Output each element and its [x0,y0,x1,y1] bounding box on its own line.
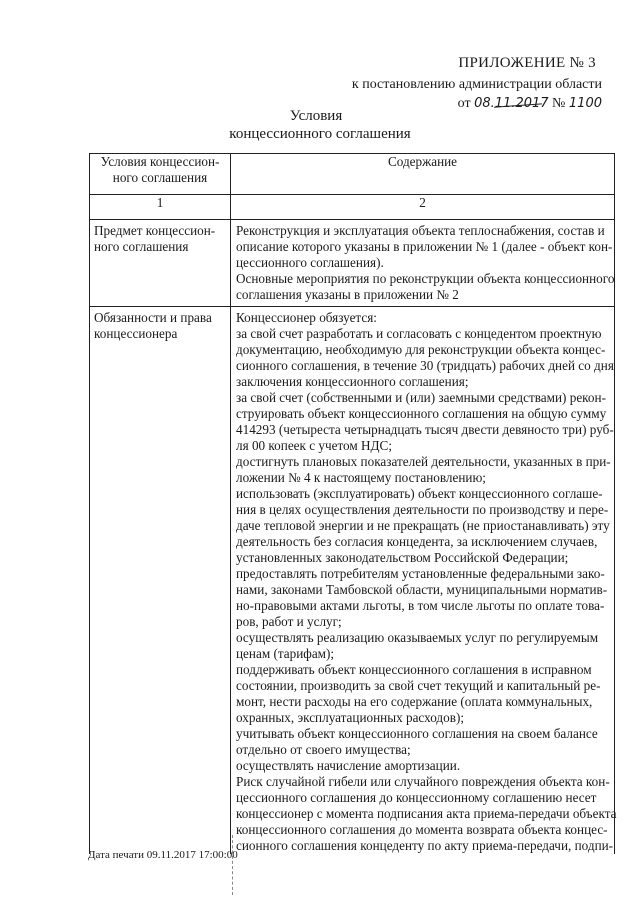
content-line: 414293 (четыреста четырнадцать тысяч двести девяносто три) руб- [236,422,614,437]
content-line: использовать (эксплуатировать) объект концессионного соглаше- [236,486,603,501]
content-line: за свой счет (собственными и (или) заемными средствами) рекон- [236,390,606,405]
content-line: сионного соглашения, в течение 30 (тридцать) рабочих дней со дня [236,358,614,373]
content-line: состоянии, производить за свой счет текущий и капитальный ре- [236,678,601,693]
scan-artifact-line [232,835,233,895]
title-line-1: Условия [289,108,343,124]
table-header-row [90,154,615,195]
row-label-subject: Предмет концессион-ного соглашения [90,220,231,307]
content-line: предоставлять потребителям установленные федеральными зако- [236,566,605,581]
table-number-row [90,195,615,220]
handwritten-number: 1100 [568,96,602,111]
appendix-number: ПРИЛОЖЕНИЕ № 3 [458,55,596,71]
title-line-2: концессионного соглашения [229,126,411,142]
content-line: Основные мероприятия по реконструкции объекта концессионного [236,271,615,286]
column-header-content: Содержание [231,154,615,195]
row-content-subject [231,220,615,307]
content-line: ложении № 4 к настоящему постановлению; [236,470,486,485]
content-line: ля 00 копеек с учетом НДС; [236,438,393,453]
content-line: за свой счет разработать и согласовать с концедентом проектную [236,326,602,341]
column-number-2: 2 [231,195,615,220]
content-line: Концессионер обязуется: [236,310,377,325]
content-line: поддерживать объект концессионного соглашения в исправном [236,662,592,677]
date-prefix: от [457,96,471,111]
content-line: соглашения указаны в приложении № 2 [236,287,459,302]
content-line: установленных законодательством Российской Федерации; [236,550,569,565]
content-line: ния в целях осуществления деятельности по производству и пере- [236,502,609,517]
content-line: концессионер с момента подписания акта приема-передачи объекта [236,806,617,821]
content-line: но-правовыми актами льготы, в том числе льготы по оплате това- [236,598,605,613]
content-line: цессионного соглашения до концессионному соглашению несет [236,790,597,805]
document-title [0,107,640,143]
column-number-1: 1 [90,195,231,220]
number-label: № [552,96,566,111]
content-line: даче тепловой энергии и не прекращать (не приостанавливать) эту [236,518,610,533]
appendix-subtitle: к постановлению администрации области [351,77,602,92]
print-date-footer: Дата печати 09.11.2017 17:00:00 [88,849,238,861]
handwritten-date: 08.11.2017 [474,96,549,111]
content-line: охранных, эксплуатационных расходов); [236,710,464,725]
content-line: Риск случайной гибели или случайного повреждения объекта кон- [236,774,610,789]
content-line: цессионного соглашения). [236,255,384,270]
content-line: сионного соглашения концеденту по акту приема-передачи, подпи- [236,838,614,853]
appendix-header [352,54,602,113]
content-line: документацию, необходимую для реконструкции объекта концес- [236,342,606,357]
content-line: осуществлять реализацию оказываемых услуг по регулируемым [236,630,599,645]
table-row [90,220,615,307]
content-line: Реконструкция и эксплуатация объекта теплоснабжения, состав и [236,223,605,238]
content-line: заключения концессионного соглашения; [236,374,469,389]
content-line: монт, нести расходы на его содержание (оплата коммунальных, [236,694,593,709]
column-header-conditions: Условия концессион-ного соглашения [90,154,231,195]
content-line: ров, работ и услуг; [236,614,342,629]
content-line: нами, законами Тамбовской области, муниципальными норматив- [236,582,608,597]
table-row [90,307,615,855]
content-line: осуществлять начисление амортизации. [236,758,461,773]
content-line: деятельность без согласия концедента, за исключением случаев, [236,534,598,549]
content-line: отдельно от своего имущества; [236,742,411,757]
content-line: струировать объект концессионного соглашения на общую сумму [236,406,607,421]
content-line: концессионного соглашения до момента возврата объекта концес- [236,822,608,837]
row-content-obligations [231,307,615,855]
row-label-obligations: Обязанности и права концессионера [90,307,231,855]
conditions-table [89,153,615,854]
content-line: достигнуть плановых показателей деятельности, указанных в при- [236,454,611,469]
content-line: учитывать объект концессионного соглашения на своем балансе [236,726,598,741]
content-line: описание которого указаны в приложении № 1 (далее - объект кон- [236,239,613,254]
content-line: ценам (тарифам); [236,646,335,661]
